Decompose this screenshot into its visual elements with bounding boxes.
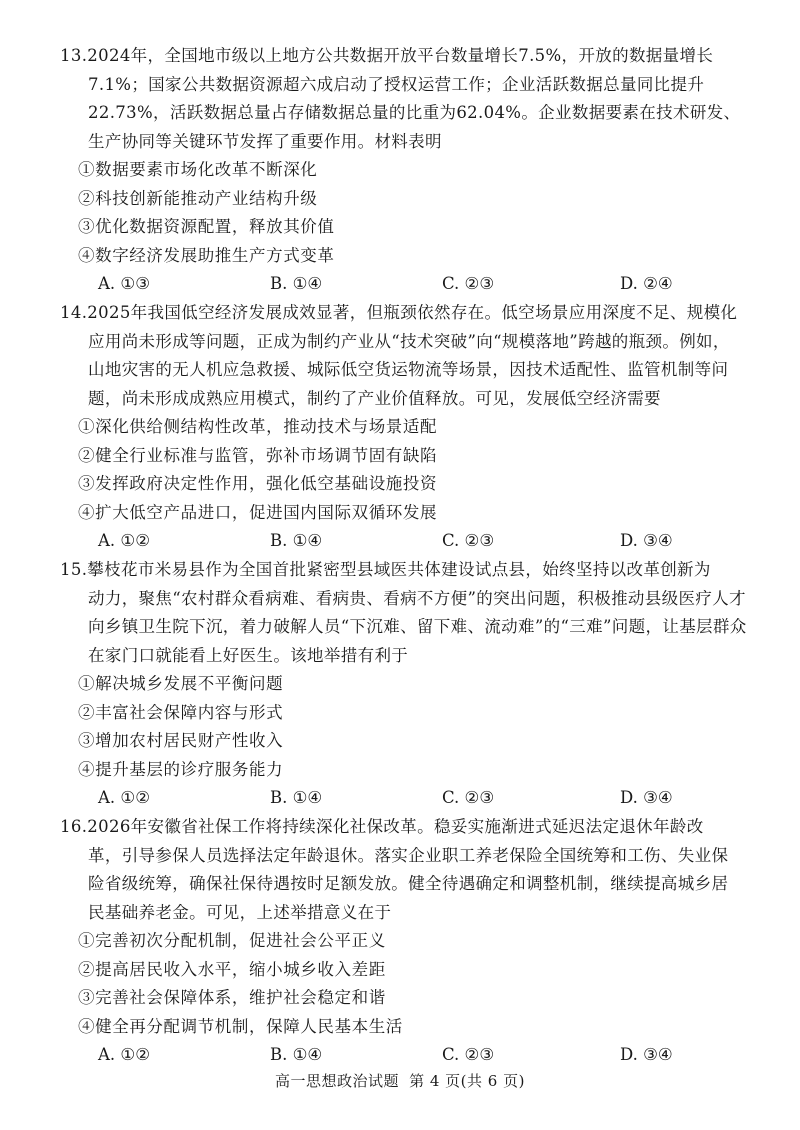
- choice-c: C. ②③: [442, 788, 495, 807]
- choice-b: B. ①④: [270, 531, 323, 550]
- statement-option: ①深化供给侧结构性改革，推动技术与场景适配: [78, 417, 438, 436]
- answer-choices: [60, 270, 766, 299]
- question-stem-line: 险省级统筹，确保社保待遇按时足额发放。健全待遇确定和调整机制，继续提高城乡居: [88, 874, 729, 893]
- statement-option: ④提升基层的诊疗服务能力: [78, 759, 284, 779]
- statement-option: ②健全行业标准与监管，弥补市场调节固有缺陷: [78, 445, 438, 465]
- choice-a: A. ①③: [98, 274, 150, 293]
- choice-b: B. ①④: [270, 788, 323, 807]
- choice-a: A. ①②: [98, 531, 150, 550]
- statement-option: ④数字经济发展助推生产方式变革: [78, 245, 335, 265]
- statement-option: ③发挥政府决定性作用，强化低空基础设施投资: [78, 474, 438, 493]
- choice-b: B. ①④: [270, 1045, 323, 1064]
- page-footer: [0, 1070, 800, 1091]
- choice-c: C. ②③: [442, 274, 495, 293]
- statement-option: ④扩大低空产品进口，促进国内国际双循环发展: [78, 502, 438, 522]
- question-stem-line: 生产协同等关键环节发挥了重要作用。材料表明: [88, 131, 442, 151]
- answer-choices: [60, 784, 766, 813]
- choice-a: A. ①②: [98, 1045, 150, 1064]
- statement-option: ①完善初次分配机制，促进社会公平正义: [78, 931, 386, 950]
- question-13: [60, 42, 766, 299]
- question-stem-line: 题，尚未形成成熟应用模式，制约了产业价值释放。可见，发展低空经济需要: [88, 388, 661, 408]
- statement-option: ③优化数据资源配置，释放其价值: [78, 217, 335, 236]
- statement-option: ①解决城乡发展不平衡问题: [78, 674, 284, 693]
- question-stem-line: 7.1%；国家公共数据资源超六成启动了授权运营工作；企业活跃数据总量同比提升: [88, 74, 705, 94]
- statement-option: ③增加农村居民财产性收入: [78, 731, 284, 750]
- question-stem-line: 22.73%，活跃数据总量占存储数据总量的比重为62.04%。企业数据要素在技术研发、: [88, 103, 741, 122]
- answer-choices: [60, 1041, 766, 1070]
- statement-option: ③完善社会保障体系，维护社会稳定和谐: [78, 988, 386, 1007]
- question-stem-line: 13.2024年，全国地市级以上地方公共数据开放平台数量增长7.5%，开放的数据量增长: [60, 46, 714, 65]
- choice-b: B. ①④: [270, 274, 323, 293]
- choice-c: C. ②③: [442, 1045, 495, 1064]
- choice-d: D. ③④: [620, 531, 673, 550]
- statement-option: ②科技创新能推动产业结构升级: [78, 188, 318, 208]
- statement-option: ②提高居民收入水平，缩小城乡收入差距: [78, 959, 386, 979]
- question-14: [60, 299, 766, 556]
- question-stem-line: 革，引导参保人员选择法定年龄退休。落实企业职工养老保险全国统筹和工伤、失业保: [88, 845, 729, 865]
- question-15: [60, 556, 766, 813]
- statement-option: ④健全再分配调节机制，保障人民基本生活: [78, 1016, 403, 1036]
- choice-d: D. ③④: [620, 1045, 673, 1064]
- statement-option: ②丰富社会保障内容与形式: [78, 702, 284, 722]
- question-stem-line: 山地灾害的无人机应急救援、城际低空货运物流等场景，因技术适配性、监管机制等问: [88, 360, 729, 379]
- question-stem-line: 应用尚未形成等问题，正成为制约产业从“技术突破”向“规模落地”跨越的瓶颈。例如，: [88, 331, 730, 351]
- question-stem-line: 向乡镇卫生院下沉，着力破解人员“下沉难、留下难、流动难”的“三难”问题，让基层群众: [88, 617, 747, 636]
- question-stem-line: 14.2025年我国低空经济发展成效显著，但瓶颈依然存在。低空场景应用深度不足、规模化: [60, 303, 738, 322]
- choice-a: A. ①②: [98, 788, 150, 807]
- question-16: [60, 813, 766, 1070]
- question-stem-line: 16.2026年安徽省社保工作将持续深化社保改革。稳妥实施渐进式延迟法定退休年龄改: [60, 817, 704, 836]
- choice-c: C. ②③: [442, 531, 495, 550]
- question-stem-line: 15.攀枝花市米易县作为全国首批紧密型县域医共体建设试点县，始终坚持以改革创新为: [60, 560, 711, 579]
- footer-page-number: 第 4 页(共 6 页): [409, 1072, 525, 1090]
- question-stem-line: 在家门口就能看上好医生。该地举措有利于: [88, 645, 409, 665]
- choice-d: D. ②④: [620, 274, 673, 293]
- question-stem-line: 民基础养老金。可见，上述举措意义在于: [88, 902, 392, 922]
- answer-choices: [60, 527, 766, 556]
- question-stem-line: 动力，聚焦“农村群众看病难、看病贵、看病不方便”的突出问题，积极推动县级医疗人才: [88, 588, 746, 608]
- statement-option: ①数据要素市场化改革不断深化: [78, 160, 318, 179]
- choice-d: D. ③④: [620, 788, 673, 807]
- footer-title: 高一思想政治试题: [275, 1072, 400, 1090]
